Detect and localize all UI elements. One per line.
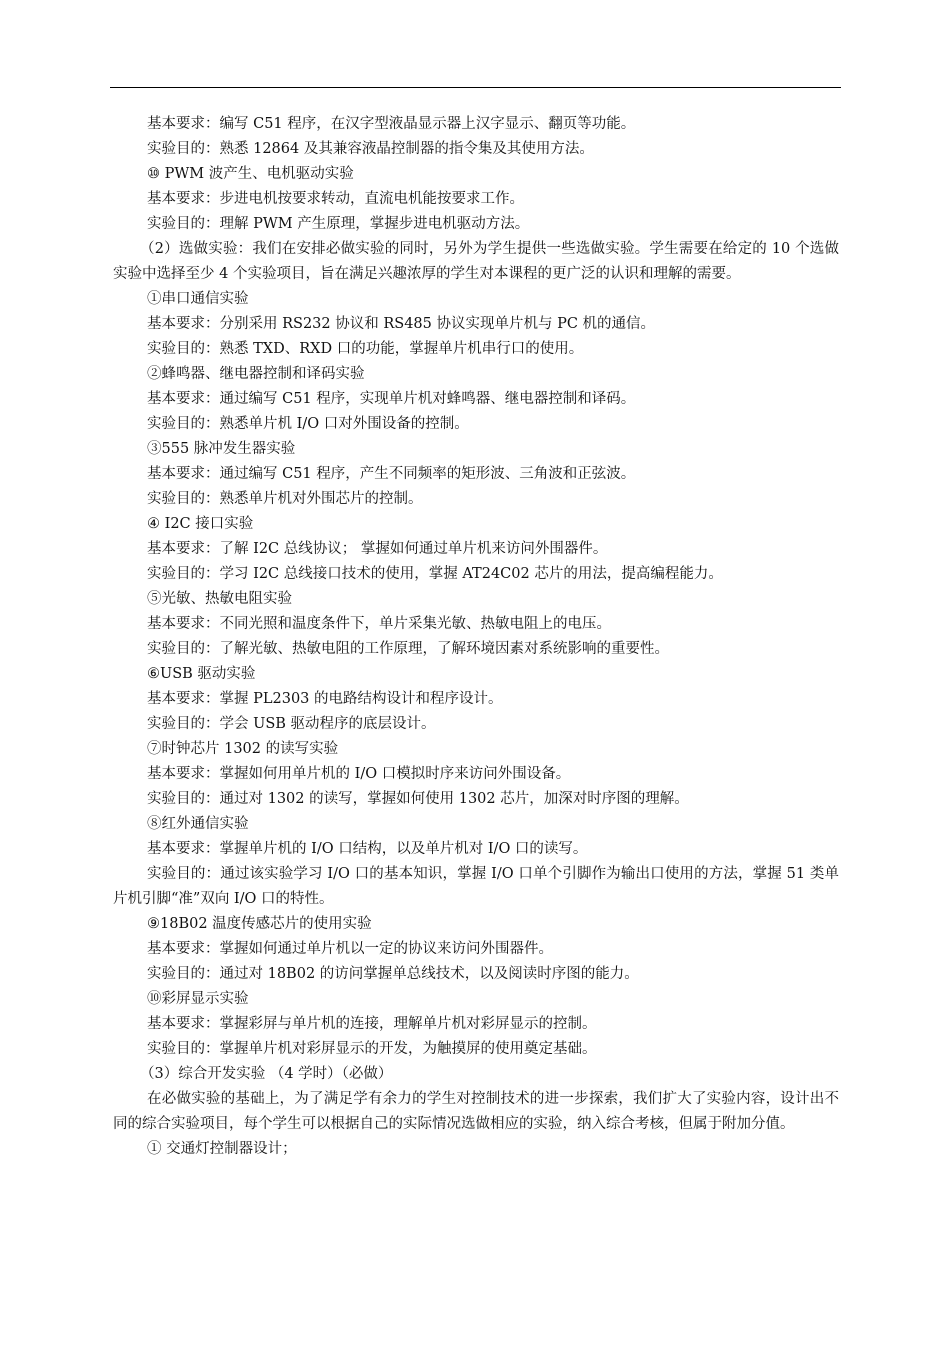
paragraph: ③555 脉冲发生器实验: [147, 441, 296, 457]
paragraph: 基本要求：掌握彩屏与单片机的连接，理解单片机对彩屏显示的控制。: [147, 1016, 597, 1032]
paragraph: 实验目的：熟悉单片机 I/O 口对外围设备的控制。: [147, 416, 469, 432]
paragraph: 基本要求：通过编写 C51 程序，实现单片机对蜂鸣器、继电器控制和译码。: [147, 391, 636, 407]
paragraph: 实验目的：熟悉单片机对外围芯片的控制。: [147, 491, 423, 507]
paragraph: ④ I2C 接口实验: [147, 516, 254, 532]
paragraph: 实验目的：熟悉 TXD、RXD 口的功能，掌握单片机串行口的使用。: [147, 341, 584, 357]
paragraph: （3）综合开发实验 （4 学时）（必做）: [140, 1066, 393, 1082]
paragraph: 实验目的：了解光敏、热敏电阻的工作原理，了解环境因素对系统影响的重要性。: [147, 641, 669, 657]
paragraph: 实验目的：通过该实验学习 I/O 口的基本知识，掌握 I/O 口单个引脚作为输出口使用的方法，掌握 51 类单片机引脚“准”双向 I/O 口的特性。: [113, 866, 839, 907]
paragraph: 基本要求：不同光照和温度条件下，单片采集光敏、热敏电阻上的电压。: [147, 616, 611, 632]
paragraph: 实验目的：掌握单片机对彩屏显示的开发，为触摸屏的使用奠定基础。: [147, 1041, 597, 1057]
paragraph: ⑩彩屏显示实验: [147, 991, 249, 1007]
paragraph: 基本要求：掌握如何用单片机的 I/O 口模拟时序来访问外围设备。: [147, 766, 571, 782]
paragraph: 在必做实验的基础上，为了满足学有余力的学生对控制技术的进一步探索，我们扩大了实验内容，设计出不同的综合实验项目，每个学生可以根据自己的实际情况选做相应的实验，纳入综合考核，但属于附加分值。: [113, 1091, 839, 1132]
document-body: [113, 112, 839, 1162]
header-rule: [110, 87, 841, 88]
paragraph: 实验目的：熟悉 12864 及其兼容液晶控制器的指令集及其使用方法。: [147, 141, 594, 157]
paragraph: ⑨18B02 温度传感芯片的使用实验: [147, 916, 372, 932]
paragraph: 基本要求：分别采用 RS232 协议和 RS485 协议实现单片机与 PC 机的通信。: [147, 316, 656, 332]
paragraph: （2）选做实验：我们在安排必做实验的同时，另外为学生提供一些选做实验。学生需要在给定的 10 个选做实验中选择至少 4 个实验项目，旨在满足兴趣浓厚的学生对本课程的更广泛的认识和理解的需要。: [113, 241, 839, 282]
paragraph: 实验目的：通过对 18B02 的访问掌握单总线技术，以及阅读时序图的能力。: [147, 966, 639, 982]
paragraph: ⑦时钟芯片 1302 的读写实验: [147, 741, 339, 757]
paragraph: 基本要求：掌握 PL2303 的电路结构设计和程序设计。: [147, 691, 503, 707]
paragraph: ⑧红外通信实验: [147, 816, 249, 832]
paragraph: 基本要求：步进电机按要求转动，直流电机能按要求工作。: [147, 191, 524, 207]
paragraph: 基本要求：掌握单片机的 I/O 口结构，以及单片机对 I/O 口的读写。: [147, 841, 588, 857]
paragraph: 实验目的：通过对 1302 的读写，掌握如何使用 1302 芯片，加深对时序图的理解。: [147, 791, 689, 807]
paragraph: ① 交通灯控制器设计；: [147, 1141, 297, 1157]
paragraph: 基本要求：掌握如何通过单片机以一定的协议来访问外围器件。: [147, 941, 553, 957]
paragraph: 实验目的：学习 I2C 总线接口技术的使用，掌握 AT24C02 芯片的用法，提高编程能力。: [147, 566, 723, 582]
paragraph: 基本要求：编写 C51 程序，在汉字型液晶显示器上汉字显示、翻页等功能。: [147, 116, 636, 132]
paragraph: 实验目的：理解 PWM 产生原理，掌握步进电机驱动方法。: [147, 216, 530, 232]
paragraph: 基本要求：了解 I2C 总线协议； 掌握如何通过单片机来访问外围器件。: [147, 541, 608, 557]
paragraph: 实验目的：学会 USB 驱动程序的底层设计。: [147, 716, 436, 732]
paragraph: ⑩ PWM 波产生、电机驱动实验: [147, 166, 354, 182]
paragraph: 基本要求：通过编写 C51 程序，产生不同频率的矩形波、三角波和正弦波。: [147, 466, 636, 482]
paragraph: ①串口通信实验: [147, 291, 249, 307]
paragraph: ⑥USB 驱动实验: [147, 666, 256, 682]
paragraph: ②蜂鸣器、继电器控制和译码实验: [147, 366, 365, 382]
paragraph: ⑤光敏、热敏电阻实验: [147, 591, 292, 607]
